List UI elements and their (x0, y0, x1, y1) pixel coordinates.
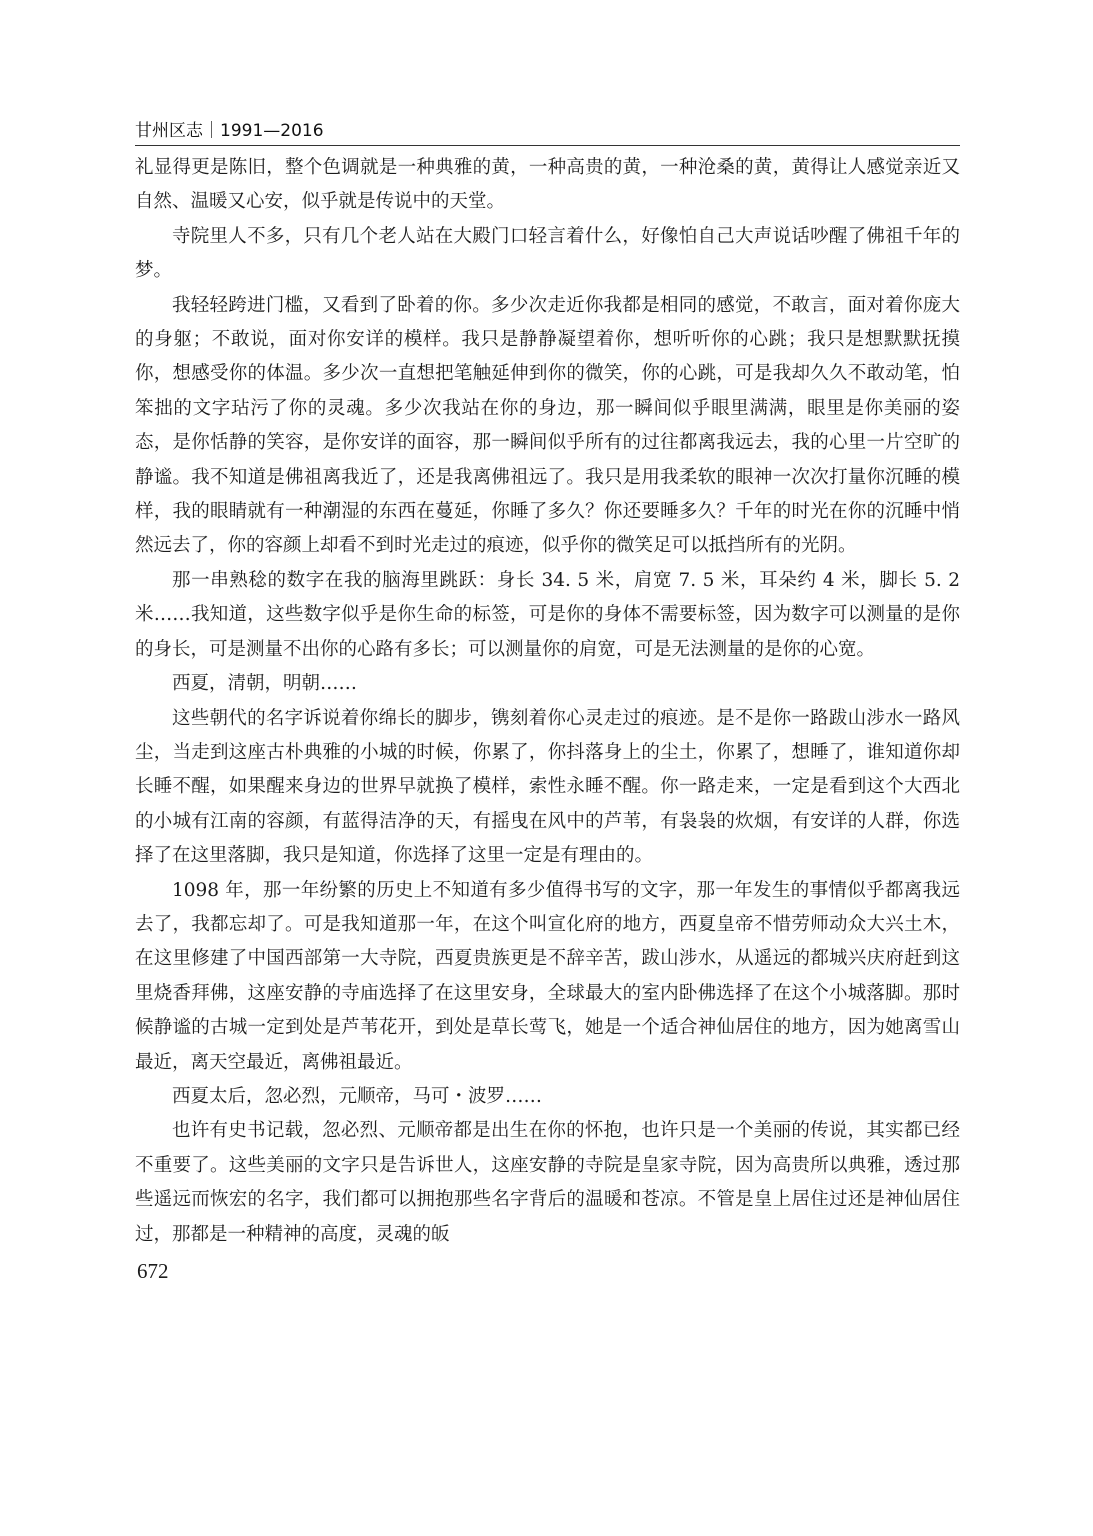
paragraph-1: 礼显得更是陈旧，整个色调就是一种典雅的黄，一种高贵的黄，一种沧桑的黄，黄得让人感觉亲近又自然、温暖又心安，似乎就是传说中的天堂。 (135, 157, 960, 213)
body-text (135, 151, 960, 1251)
page-number: 672 (137, 1259, 169, 1283)
paragraph-9: 也许有史书记载，忽必烈、元顺帝都是出生在你的怀抱，也许只是一个美丽的传说，其实都已经不重要了。这些美丽的文字只是告诉世人，这座安静的寺院是皇家寺院，因为高贵所以典雅，透过那些遥远而恢宏的名字，我们都可以拥抱那些名字背后的温暖和苍凉。不管是皇上居住过还是神仙居住过，那都是一种精神的高度，灵魂的皈 (135, 1120, 960, 1245)
header-rule (135, 145, 960, 146)
paragraph-6: 这些朝代的名字诉说着你绵长的脚步，镌刻着你心灵走过的痕迹。是不是你一路跋山涉水一路风尘，当走到这座古朴典雅的小城的时候，你累了，你抖落身上的尘土，你累了，想睡了，谁知道你却长睡不醒，如果醒来身边的世界早就换了模样，索性永睡不醒。你一路走来，一定是看到这个大西北的小城有江南的容颜，有蓝得洁净的天，有摇曳在风中的芦苇，有袅袅的炊烟，有安详的人群，你选择了在这里落脚，我只是知道，你选择了这里一定是有理由的。 (135, 707, 960, 867)
running-header: 甘州区志｜1991—2016 (135, 121, 324, 141)
paragraph-8: 西夏太后，忽必烈，元顺帝，马可・波罗…… (172, 1085, 543, 1107)
paragraph-2: 寺院里人不多，只有几个老人站在大殿门口轻言着什么，好像怕自己大声说话吵醒了佛祖千年的梦。 (135, 225, 960, 282)
paragraph-4: 那一串熟稔的数字在我的脑海里跳跃：身长 34. 5 米，肩宽 7. 5 米，耳朵约 4 米，脚长 5. 2 米……我知道，这些数字似乎是你生命的标签，可是你的身体不需要标签，因为数字可以测量的是你的身长，可是测量不出你的心路有多长；可以测量你的肩宽，可是无法测量的是你的心宽。 (135, 569, 960, 660)
paragraph-3: 我轻轻跨进门槛，又看到了卧着的你。多少次走近你我都是相同的感觉，不敢言，面对着你庞大的身躯；不敢说，面对你安详的模样。我只是静静凝望着你，想听听你的心跳；我只是想默默抚摸你，想感受你的体温。多少次一直想把笔触延伸到你的微笑，你的心跳，可是我却久久不敢动笔，怕笨拙的文字玷污了你的灵魂。多少次我站在你的身边，那一瞬间似乎眼里满满，眼里是你美丽的姿态，是你恬静的笑容，是你安详的面容，那一瞬间似乎所有的过往都离我远去，我的心里一片空旷的静谧。我不知道是佛祖离我近了，还是我离佛祖远了。我只是用我柔软的眼神一次次打量你沉睡的模样，我的眼睛就有一种潮湿的东西在蔓延，你睡了多久？你还要睡多久？千年的时光在你的沉睡中悄然远去了，你的容颜上却看不到时光走过的痕迹，似乎你的微笑足可以抵挡所有的光阴。 (135, 294, 960, 557)
paragraph-7: 1098 年，那一年纷繁的历史上不知道有多少值得书写的文字，那一年发生的事情似乎都离我远去了，我都忘却了。可是我知道那一年，在这个叫宣化府的地方，西夏皇帝不惜劳师动众大兴土木，在这里修建了中国西部第一大寺院，西夏贵族更是不辞辛苦，跋山涉水，从遥远的都城兴庆府赶到这里烧香拜佛，这座安静的寺庙选择了在这里安身，全球最大的室内卧佛选择了在这个小城落脚。那时候静谧的古城一定到处是芦苇花开，到处是草长莺飞，她是一个适合神仙居住的地方，因为她离雪山最近，离天空最近，离佛祖最近。 (135, 879, 960, 1073)
paragraph-5: 西夏，清朝，明朝…… (172, 673, 358, 695)
